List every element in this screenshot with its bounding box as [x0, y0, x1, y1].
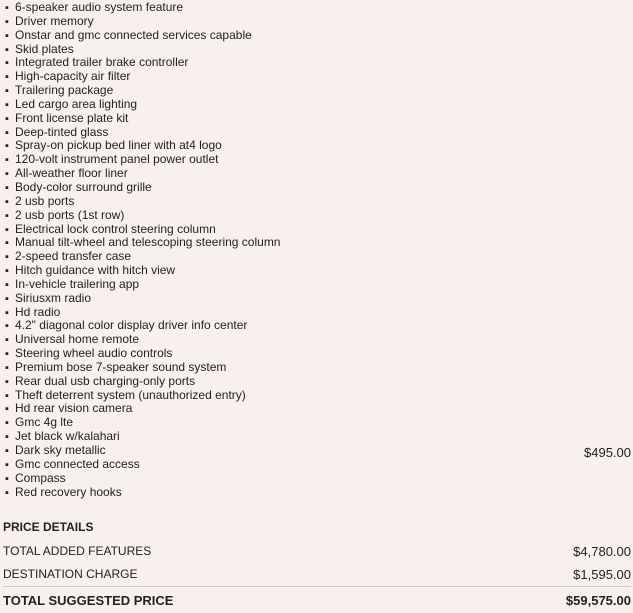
feature-item: [5, 181, 633, 195]
feature-item: [5, 278, 633, 292]
bullet-icon: ▪: [5, 71, 9, 84]
feature-item: [5, 236, 633, 250]
bullet-icon: ▪: [5, 389, 9, 402]
feature-label: Trailering package: [15, 83, 114, 98]
feature-item: [5, 15, 633, 29]
bullet-icon: ▪: [5, 458, 9, 471]
feature-label: Gmc connected access: [15, 456, 140, 471]
feature-item: [5, 402, 633, 416]
bullet-icon: ▪: [5, 292, 9, 305]
bullet-icon: ▪: [5, 29, 9, 42]
feature-item: [5, 112, 633, 126]
feature-item: [5, 416, 633, 430]
bullet-icon: ▪: [5, 320, 9, 333]
feature-item: [5, 250, 633, 264]
destination-charge-row: [3, 562, 631, 586]
feature-item: [5, 472, 633, 486]
destination-charge-value: $1,595.00: [573, 566, 631, 582]
feature-label: Dark sky metallic: [15, 443, 106, 457]
feature-item: [5, 29, 633, 43]
bullet-icon: ▪: [5, 195, 9, 208]
feature-item: [5, 56, 633, 70]
feature-label: All-weather floor liner: [15, 166, 128, 181]
feature-item: [5, 195, 633, 209]
feature-label: Rear dual usb charging-only ports: [15, 373, 196, 388]
bullet-icon: ▪: [5, 181, 9, 194]
feature-label: High-capacity air filter: [15, 69, 131, 84]
feature-label: Siriusxm radio: [15, 290, 92, 305]
feature-item: [5, 361, 633, 375]
feature-label: 6-speaker audio system feature: [15, 0, 184, 14]
feature-label: Premium bose 7-speaker sound system: [15, 359, 227, 374]
feature-label: 2 usb ports: [15, 193, 75, 208]
feature-label: Led cargo area lighting: [15, 96, 138, 111]
feature-item: [5, 486, 633, 500]
bullet-icon: ▪: [5, 43, 9, 56]
bullet-icon: ▪: [5, 334, 9, 347]
feature-label: Jet black w/kalahari: [15, 429, 120, 444]
feature-item: [5, 126, 633, 140]
bullet-icon: ▪: [5, 126, 9, 139]
feature-label: Onstar and gmc connected services capable: [15, 27, 252, 42]
feature-label: 2-speed transfer case: [15, 249, 132, 264]
feature-item: [5, 167, 633, 181]
bullet-icon: ▪: [5, 15, 9, 28]
feature-label: Integrated trailer brake controller: [15, 55, 189, 70]
feature-item: [5, 306, 633, 320]
total-suggested-price-value: $59,575.00: [565, 592, 631, 608]
feature-item: [5, 375, 633, 389]
feature-item: [5, 43, 633, 57]
feature-list: [5, 1, 633, 499]
bullet-icon: ▪: [5, 2, 9, 14]
feature-item: [5, 1, 633, 15]
feature-item: [5, 153, 633, 167]
feature-label: Steering wheel audio controls: [15, 346, 173, 361]
feature-label: 4.2" diagonal color display driver info center: [15, 318, 248, 333]
feature-item: [5, 333, 633, 347]
bullet-icon: ▪: [5, 85, 9, 98]
feature-label: Red recovery hooks: [15, 484, 122, 499]
bullet-icon: ▪: [5, 265, 9, 278]
bullet-icon: ▪: [5, 140, 9, 153]
bullet-icon: ▪: [5, 403, 9, 416]
feature-item: [5, 264, 633, 278]
bullet-icon: ▪: [5, 417, 9, 430]
feature-item: [5, 70, 633, 84]
total-added-features-label: TOTAL ADDED FEATURES: [3, 544, 152, 558]
total-added-features-value: $4,780.00: [573, 543, 631, 559]
feature-item: [5, 430, 633, 444]
bullet-icon: ▪: [5, 112, 9, 125]
feature-label: Universal home remote: [15, 332, 140, 347]
total-suggested-price-label: TOTAL SUGGESTED PRICE: [3, 592, 174, 608]
price-details-title: PRICE DETAILS: [3, 520, 94, 534]
total-suggested-price-row: [3, 586, 631, 613]
feature-item: [5, 84, 633, 98]
feature-item: [5, 444, 633, 458]
feature-item: [5, 389, 633, 403]
bullet-icon: ▪: [5, 445, 9, 457]
feature-item: [5, 347, 633, 361]
feature-label: Body-color surround grille: [15, 179, 152, 194]
feature-label: Hd radio: [15, 304, 61, 319]
bullet-icon: ▪: [5, 348, 9, 361]
feature-label: 120-volt instrument panel power outlet: [15, 152, 219, 167]
bullet-icon: ▪: [5, 486, 9, 499]
price-details: [3, 520, 631, 613]
feature-item: [5, 223, 633, 237]
bullet-icon: ▪: [5, 431, 9, 444]
feature-item: [5, 98, 633, 112]
bullet-icon: ▪: [5, 361, 9, 374]
total-added-features-row: [3, 540, 631, 562]
bullet-icon: ▪: [5, 375, 9, 388]
bullet-icon: ▪: [5, 98, 9, 111]
feature-label: Electrical lock control steering column: [15, 221, 216, 236]
feature-label: Spray-on pickup bed liner with at4 logo: [15, 138, 222, 153]
feature-price: $495.00: [584, 445, 631, 460]
feature-label: Deep-tinted glass: [15, 124, 109, 139]
feature-label: Theft deterrent system (unauthorized entry): [15, 387, 246, 402]
feature-label: Manual tilt-wheel and telescoping steering column: [15, 235, 281, 250]
destination-charge-label: DESTINATION CHARGE: [3, 567, 138, 581]
bullet-icon: ▪: [5, 278, 9, 291]
bullet-icon: ▪: [5, 154, 9, 167]
bullet-icon: ▪: [5, 57, 9, 70]
feature-label: Driver memory: [15, 13, 94, 28]
feature-label: Compass: [15, 470, 66, 485]
feature-label: In-vehicle trailering app: [15, 276, 140, 291]
bullet-icon: ▪: [5, 223, 9, 236]
feature-label: Gmc 4g lte: [15, 415, 74, 430]
feature-item: [5, 319, 633, 333]
bullet-icon: ▪: [5, 251, 9, 264]
feature-label: Skid plates: [15, 41, 74, 56]
bullet-icon: ▪: [5, 306, 9, 319]
bullet-icon: ▪: [5, 472, 9, 485]
feature-item: [5, 458, 633, 472]
feature-item: [5, 292, 633, 306]
feature-label: Hitch guidance with hitch view: [15, 263, 176, 278]
feature-label: Hd rear vision camera: [15, 401, 133, 416]
feature-item: [5, 139, 633, 153]
feature-label: 2 usb ports (1st row): [15, 207, 125, 222]
bullet-icon: ▪: [5, 237, 9, 250]
bullet-icon: ▪: [5, 209, 9, 222]
feature-item: [5, 209, 633, 223]
feature-label: Front license plate kit: [15, 110, 129, 125]
bullet-icon: ▪: [5, 168, 9, 181]
